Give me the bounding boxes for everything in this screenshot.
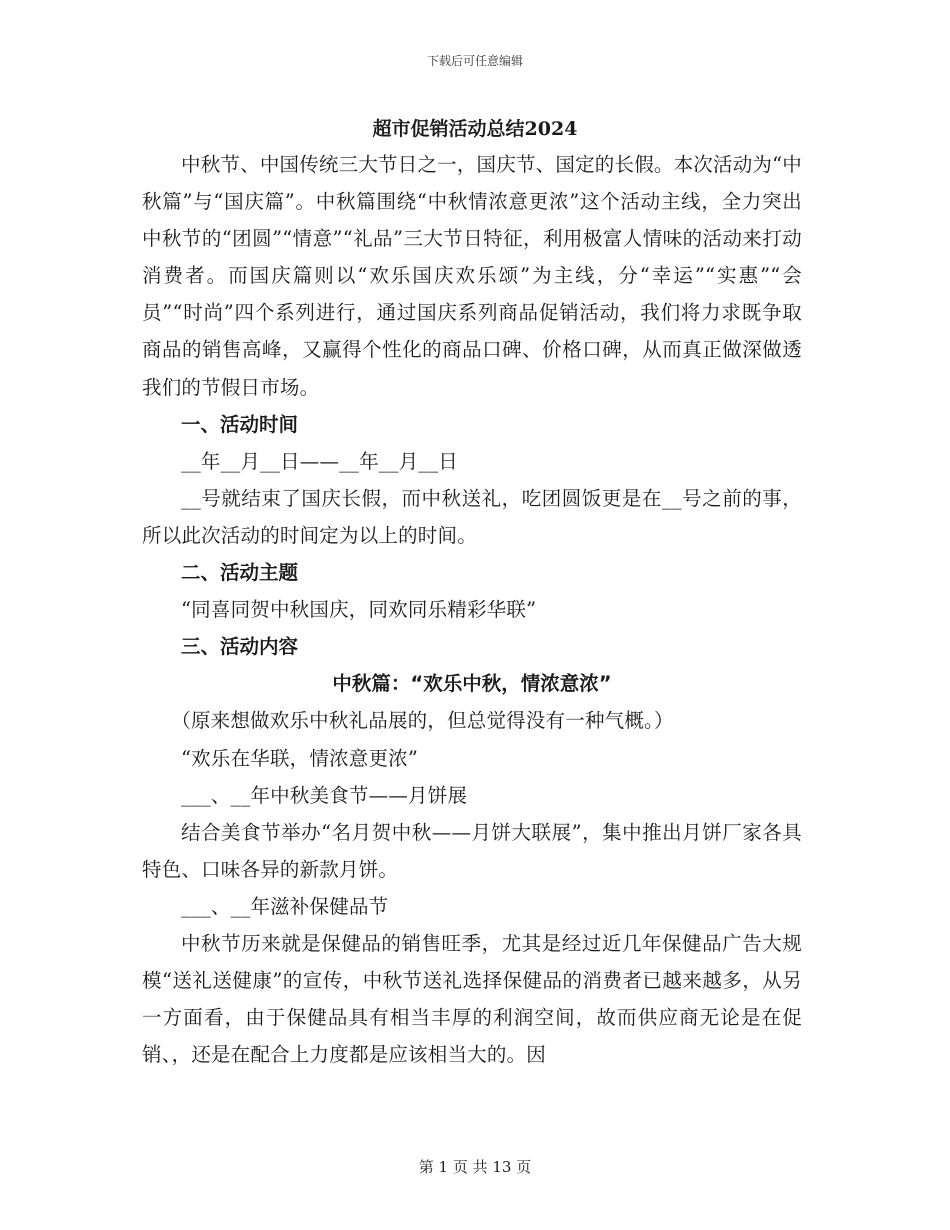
document-title: 超市促销活动总结2024 [372, 118, 578, 140]
page-footer: 第 1 页 共 13 页 [418, 1158, 532, 1176]
item1-body: 结合美食节举办“名月贺中秋——月饼大联展”，集中推出月饼厂家各具特色、口味各异的新款月饼。 [142, 820, 802, 881]
aside-note: （原来想做欢乐中秋礼品展的，但总觉得没有一种气概。） [171, 709, 674, 733]
page-header-note: 下载后可任意编辑 [426, 54, 523, 68]
time-note: __号就结束了国庆长假，而中秋送礼，吃团圆饭更是在__号之前的事，所以此次活动的时间定为以上的时间。 [142, 486, 802, 547]
item2-title: ___、__年滋补保健品节 [181, 894, 389, 918]
date-range: __年__月__日——__年__月__日 [181, 449, 459, 473]
sub-heading-mid-autumn: 中秋篇：“欢乐中秋，情浓意浓” [332, 672, 612, 696]
motto: “欢乐在华联，情浓意更浓” [181, 746, 419, 770]
section-heading-time: 一、活动时间 [181, 412, 299, 436]
item1-title: ___、__年中秋美食节——月饼展 [181, 783, 468, 807]
section-heading-theme: 二、活动主题 [181, 561, 299, 585]
document-body [142, 146, 802, 1073]
theme-slogan: “同喜同贺中秋国庆，同欢同乐精彩华联” [181, 598, 537, 622]
intro-paragraph: 中秋节、中国传统三大节日之一，国庆节、国定的长假。本次活动为“中秋篇”与“国庆篇”。中秋篇围绕“中秋情浓意更浓”这个活动主线，全力突出中秋节的“团圆”“情意”“礼品”三大节日特征，利用极富人情味的活动来打动消费者。而国庆篇则以“欢乐国庆欢乐颂”为主线，分“幸运”“实惠”“会员”“时尚”四个系列进行，通过国庆系列商品促销活动，我们将力求既争取商品的销售高峰，又赢得个性化的商品口碑、价格口碑，从而真正做深做透我们的节假日市场。 [142, 153, 802, 399]
section-heading-content: 三、活动内容 [181, 635, 299, 659]
item2-body: 中秋节历来就是保健品的销售旺季，尤其是经过近几年保健品广告大规模“送礼送健康”的宣传，中秋节送礼选择保健品的消费者已越来越多，从另一方面看，由于保健品具有相当丰厚的利润空间，故而供应商无论是在促销、，还是在配合上力度都是应该相当大的。因 [142, 931, 802, 1067]
